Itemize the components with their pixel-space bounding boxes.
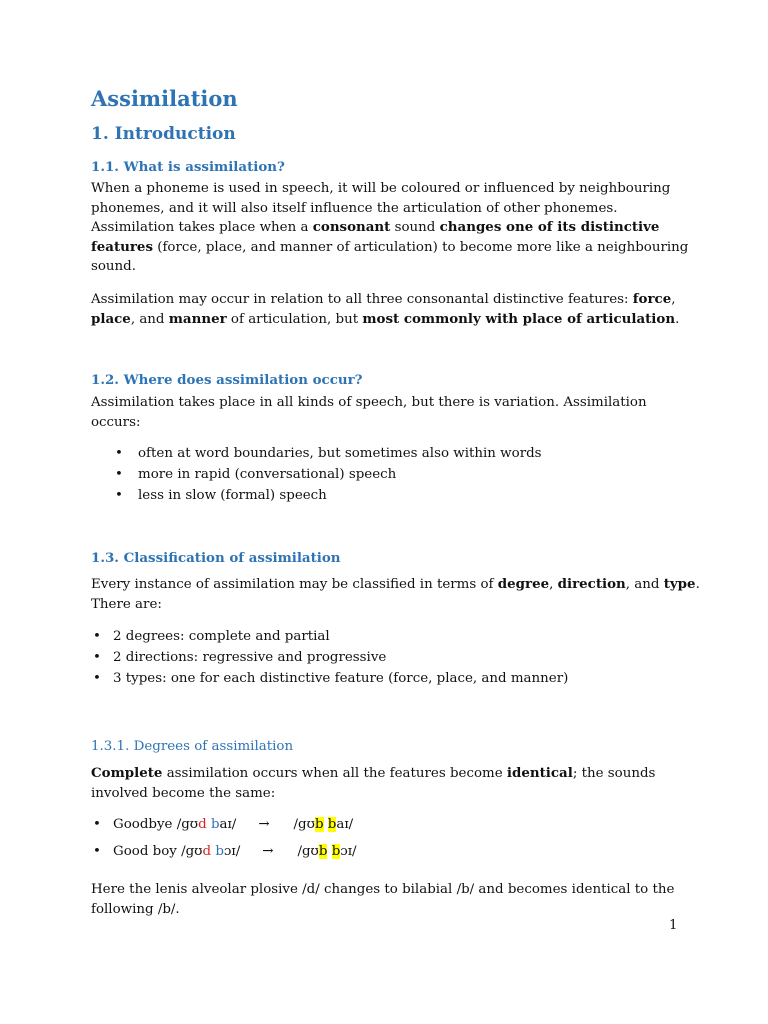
paragraph-line: When a phoneme is used in speech, it will be coloured or influenced by neighbouring [91,181,671,196]
paragraph-line: Complete assimilation occurs when all the features become identical; the sounds [91,765,656,781]
paragraph-line: occurs: [91,414,141,430]
changed-sound: d [202,844,212,859]
list-item: • more in rapid (conversational) speech [138,465,396,485]
list-item: • less in slow (formal) speech [138,486,327,506]
assimilated-sound: b [331,844,341,859]
bullet-icon: • [115,488,123,503]
subsection-heading-degrees: 1.3.1. Degrees of assimilation [91,739,294,754]
influencing-sound: b [215,844,224,859]
section-heading-introduction: 1. Introduction [91,124,236,144]
paragraph-line: There are: [91,596,162,612]
paragraph-line: Assimilation may occur in relation to all three consonantal distinctive features: force, [91,291,676,307]
page-number: 1 [669,918,678,933]
page-title: Assimilation [91,86,238,111]
example-item-good-boy: • Good boy /gʊd bɔɪ/ → /gʊb bɔɪ/ [113,842,357,862]
paragraph-line: phonemes, and it will also itself influence the articulation of other phonemes. [91,200,618,216]
list-item: • often at word boundaries, but sometimes also within words [138,444,542,464]
example-item-goodbye: • Goodbye /gʊd baɪ/ → /gʊb baɪ/ [113,815,353,835]
paragraph-line: involved become the same: [91,785,276,801]
bullet-icon: • [115,446,123,461]
assimilated-sound: b [314,817,324,832]
bullet-icon: • [115,467,123,482]
bullet-icon: • [93,671,101,686]
bullet-icon: • [93,650,101,665]
subsection-heading-classification: 1.3. Classification of assimilation [91,550,341,566]
paragraph-line: Assimilation takes place when a consonant sound changes one of its distinctive [91,219,660,235]
list-item: • 3 types: one for each distinctive feature (force, place, and manner) [113,669,568,689]
bullet-icon: • [93,629,101,644]
paragraph-line: following /b/. [91,901,180,917]
influencing-sound: b [210,817,220,832]
list-item: • 2 degrees: complete and partial [113,627,330,647]
paragraph-line: features (force, place, and manner of articulation) to become more like a neighbouring [91,238,689,255]
paragraph-line: Assimilation takes place in all kinds of speech, but there is variation. Assimilation [91,395,647,410]
bullet-icon: • [93,817,101,832]
paragraph-line: sound. [91,259,137,274]
paragraph-line: Every instance of assimilation may be classified in terms of degree, direction, and type. [91,576,700,592]
subsection-heading-where: 1.2. Where does assimilation occur? [91,372,363,388]
list-item: • 2 directions: regressive and progressive [113,648,386,668]
changed-sound: d [198,817,207,832]
paragraph-line: place, and manner of articulation, but most commonly with place of articulation. [91,310,680,327]
arrow-right-icon: → [262,844,274,859]
arrow-right-icon: → [258,817,270,832]
subsection-heading-what-is: 1.1. What is assimilation? [91,159,285,175]
paragraph-line: Here the lenis alveolar plosive /d/ changes to bilabial /b/ and becomes identical to the [91,882,675,897]
assimilated-sound: b [318,844,328,859]
bullet-icon: • [93,844,101,859]
assimilated-sound: b [327,817,337,832]
